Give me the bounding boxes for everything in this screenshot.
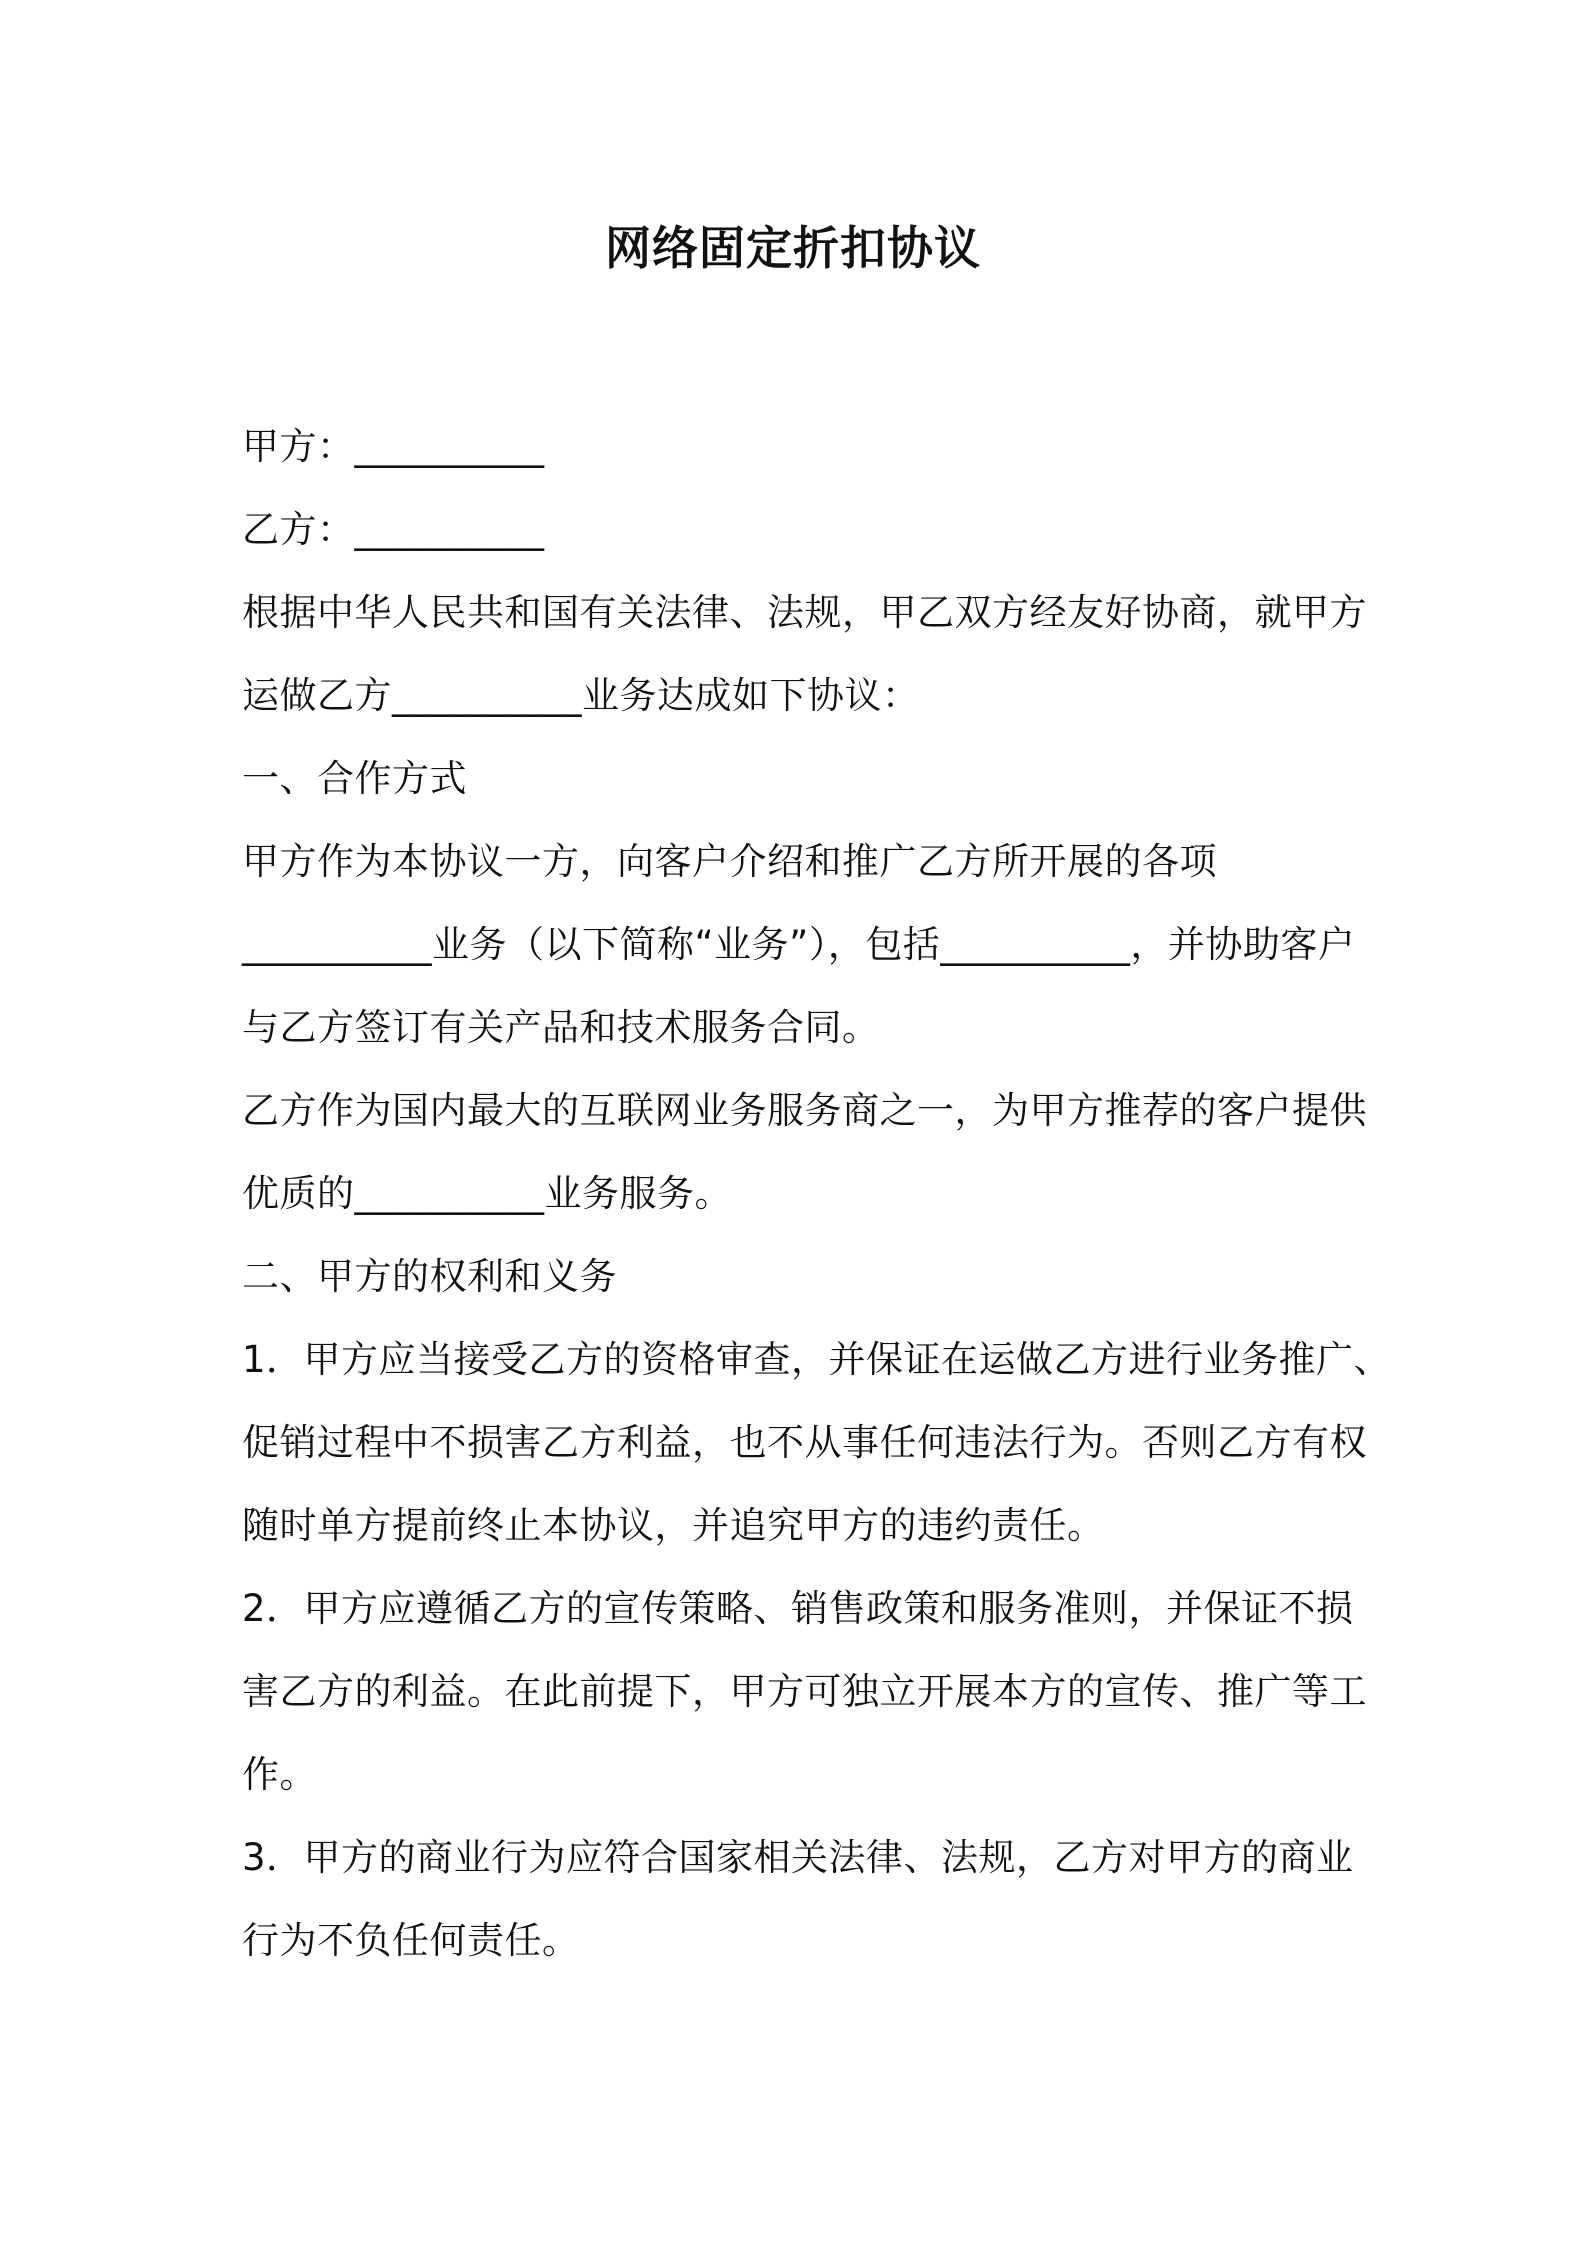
paragraph-line: 乙方作为国内最大的互联网业务服务商之一，为甲方推荐的客户提供 <box>242 1089 1367 1132</box>
preamble-line-1: 根据中华人民共和国有关法律、法规，甲乙双方经友好协商，就甲方 <box>242 591 1367 634</box>
clause-line: 促销过程中不损害乙方利益，也不从事任何违法行为。否则乙方有权 <box>242 1421 1367 1464</box>
party-b-line: 乙方：__________ <box>242 508 545 551</box>
party-a-line: 甲方：__________ <box>242 425 545 468</box>
clause-line: 3．甲方的商业行为应符合国家相关法律、法规，乙方对甲方的商业 <box>242 1836 1354 1879</box>
clause-line: 作。 <box>242 1753 317 1796</box>
section-heading-1: 一、合作方式 <box>242 757 467 800</box>
paragraph-line: 与乙方签订有关产品和技术服务合同。 <box>242 1006 880 1049</box>
clause-line: 1．甲方应当接受乙方的资格审查，并保证在运做乙方进行业务推广、 <box>242 1338 1392 1381</box>
paragraph-line: 优质的__________业务服务。 <box>242 1172 732 1215</box>
clause-line: 行为不负任何责任。 <box>242 1919 580 1962</box>
preamble-line-2: 运做乙方__________业务达成如下协议： <box>242 674 920 717</box>
paragraph-line: __________业务（以下简称“业务”），包括__________，并协助客户 <box>242 923 1356 966</box>
clause-line: 2．甲方应遵循乙方的宣传策略、销售政策和服务准则，并保证不损 <box>242 1587 1354 1630</box>
clause-line: 随时单方提前终止本协议，并追究甲方的违约责任。 <box>242 1504 1105 1547</box>
paragraph-line: 甲方作为本协议一方，向客户介绍和推广乙方所开展的各项 <box>242 840 1217 883</box>
document-body <box>242 405 1392 1982</box>
clause-line: 害乙方的利益。在此前提下，甲方可独立开展本方的宣传、推广等工 <box>242 1670 1367 1713</box>
document-title: 网络固定折扣协议 <box>605 221 981 275</box>
section-heading-2: 二、甲方的权利和义务 <box>242 1255 617 1298</box>
